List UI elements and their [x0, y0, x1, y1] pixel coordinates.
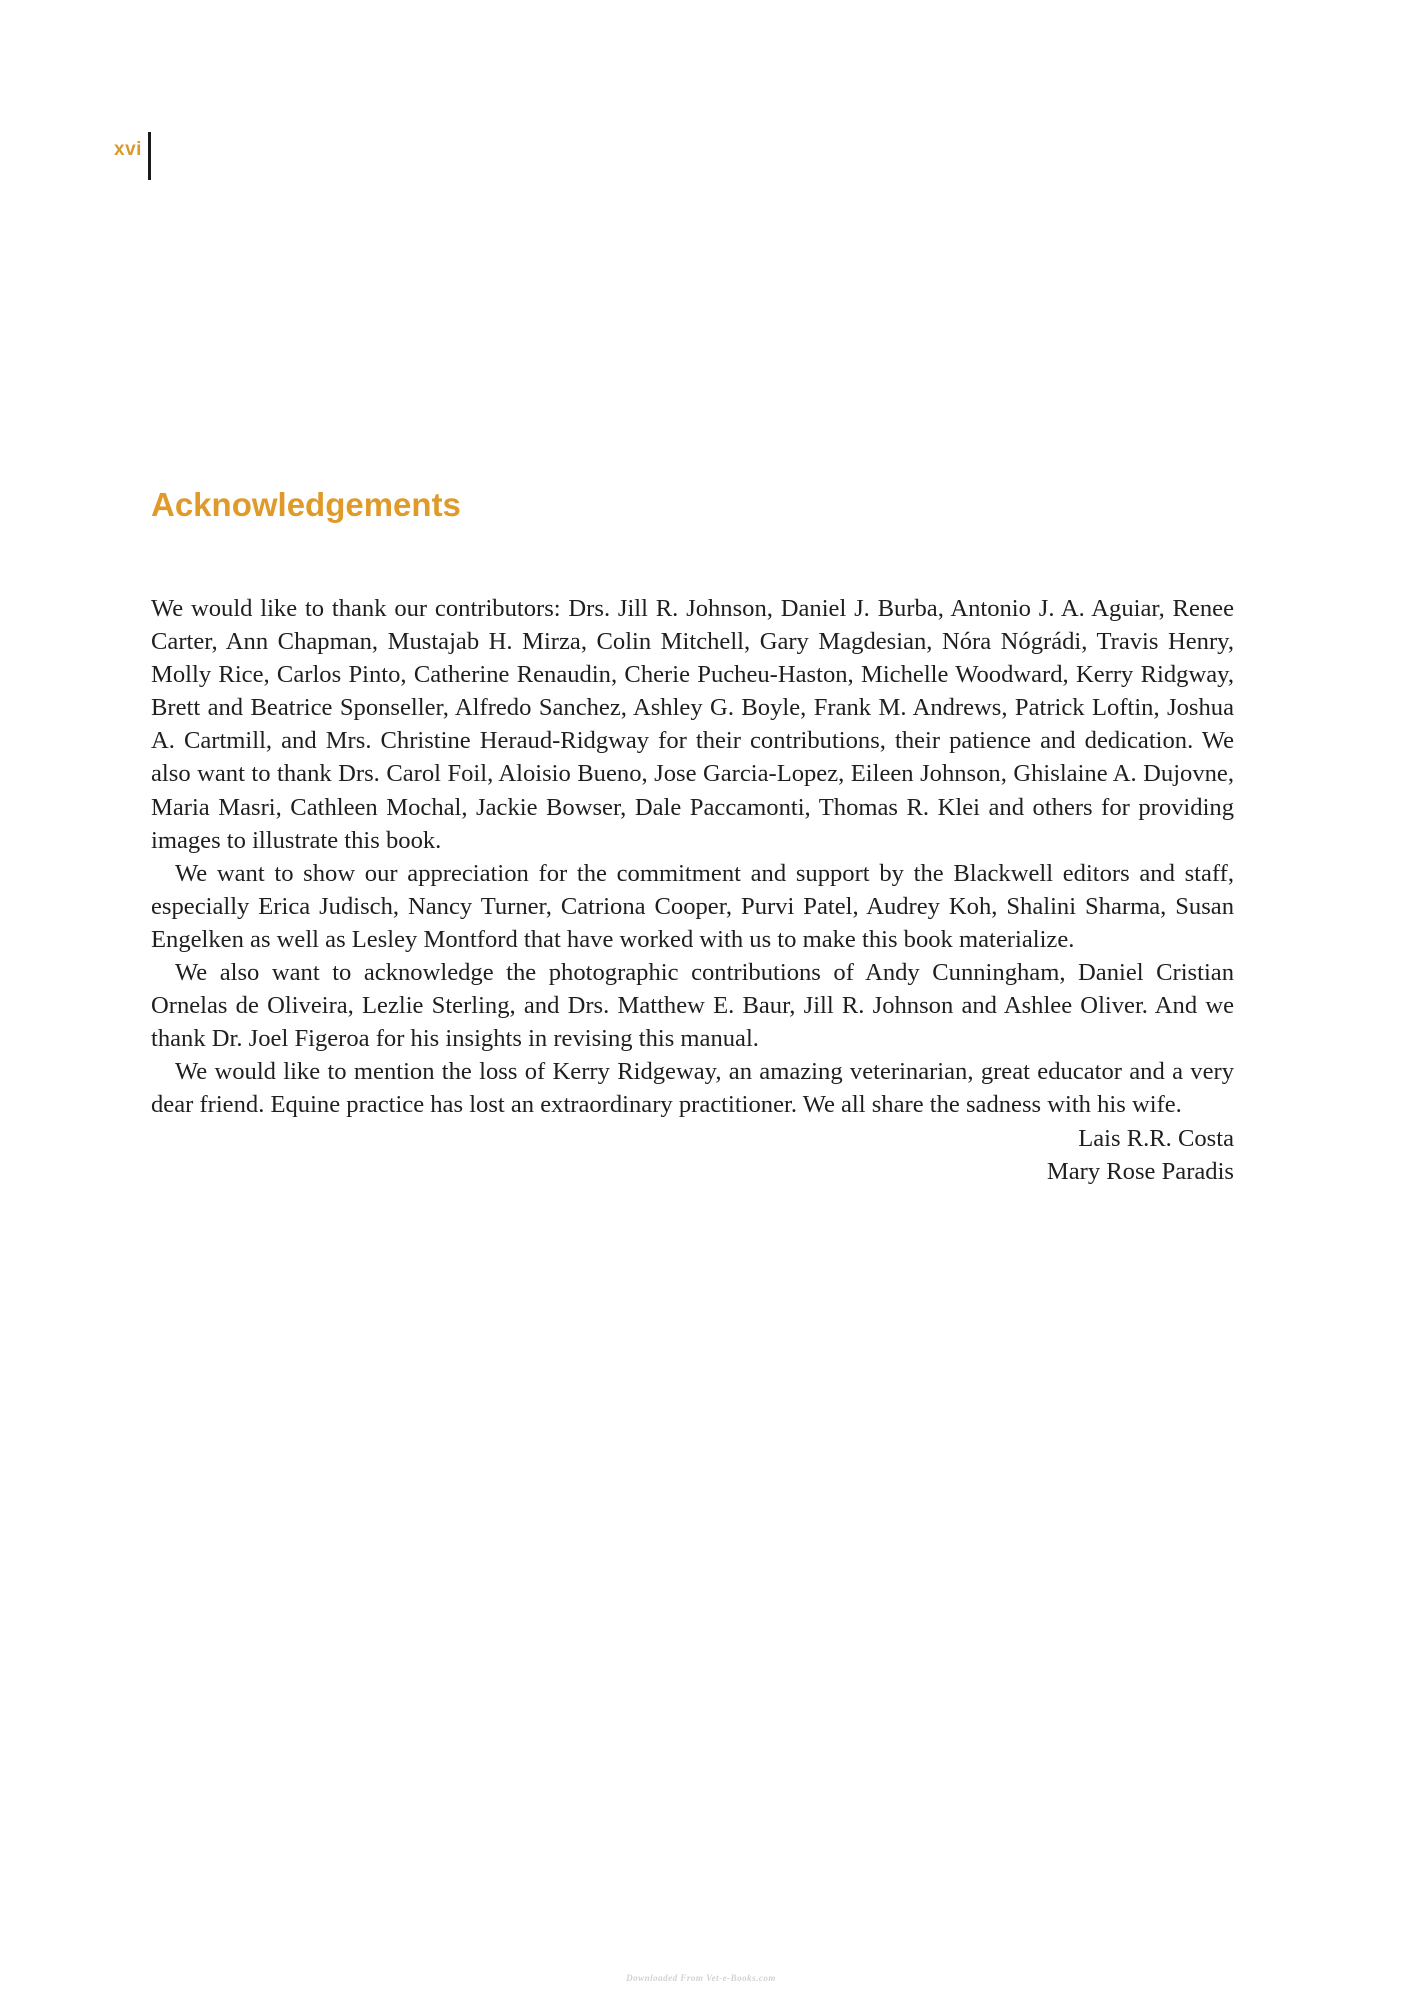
page-number: xvi [114, 139, 142, 160]
paragraph-memorial: We would like to mention the loss of Kerry Ridgeway, an amazing veterinarian, great educator and a very dear friend. Equine practice has lost an extraordinary practitioner. We all share the sadness with his wife. [151, 1058, 1234, 1119]
download-footer: Downloaded From Vet-e-Books.com [626, 1973, 776, 1983]
author-signature: Mary Rose Paradis [1046, 1157, 1234, 1185]
page-number-rule [148, 132, 151, 180]
paragraph-editors: We want to show our appreciation for the commitment and support by the Blackwell editors and staff, especially Erica Judisch, Nancy Turner, Catriona Cooper, Purvi Patel, Audrey Koh, Shalini Sharma, Susan Engelken as well as Lesley Montford that have worked with us to make this book materialize. [151, 859, 1234, 953]
section-heading: Acknowledgements [151, 486, 461, 523]
paragraph-contributors: We would like to thank our contributors: Drs. Jill R. Johnson, Daniel J. Burba, Antonio J. A. Aguiar, Renee Carter, Ann Chapman, Mustajab H. Mirza, Colin Mitchell, Gary Magdesian, Nóra Nógrádi, Travis Henry, Molly Rice, Carlos Pinto, Catherine Renaudin, Cherie Pucheu-Haston, Michelle Woodward, Kerry Ridgway, Brett and Beatrice Sponseller, Alfredo Sanchez, Ashley G. Boyle, Frank M. Andrews, Patrick Loftin, Joshua A. Cartmill, and Mrs. Christine Heraud-Ridgway for their contributions, their patience and dedication. We also want to thank Drs. Carol Foil, Aloisio Bueno, Jose Garcia-Lopez, Eileen Johnson, Ghislaine A. Dujovne, Maria Masri, Cathleen Mochal, Jackie Bowser, Dale Paccamonti, Thomas R. Klei and others for providing images to illustrate this book. [151, 595, 1234, 854]
author-signature: Lais R.R. Costa [1078, 1124, 1234, 1152]
paragraph-photographs: We also want to acknowledge the photographic contributions of Andy Cunningham, Daniel Cristian Ornelas de Oliveira, Lezlie Sterling, and Drs. Matthew E. Baur, Jill R. Johnson and Ashlee Oliver. And we thank Dr. Joel Figeroa for his insights in revising this manual. [151, 959, 1234, 1053]
acknowledgements-body [151, 592, 1234, 1188]
